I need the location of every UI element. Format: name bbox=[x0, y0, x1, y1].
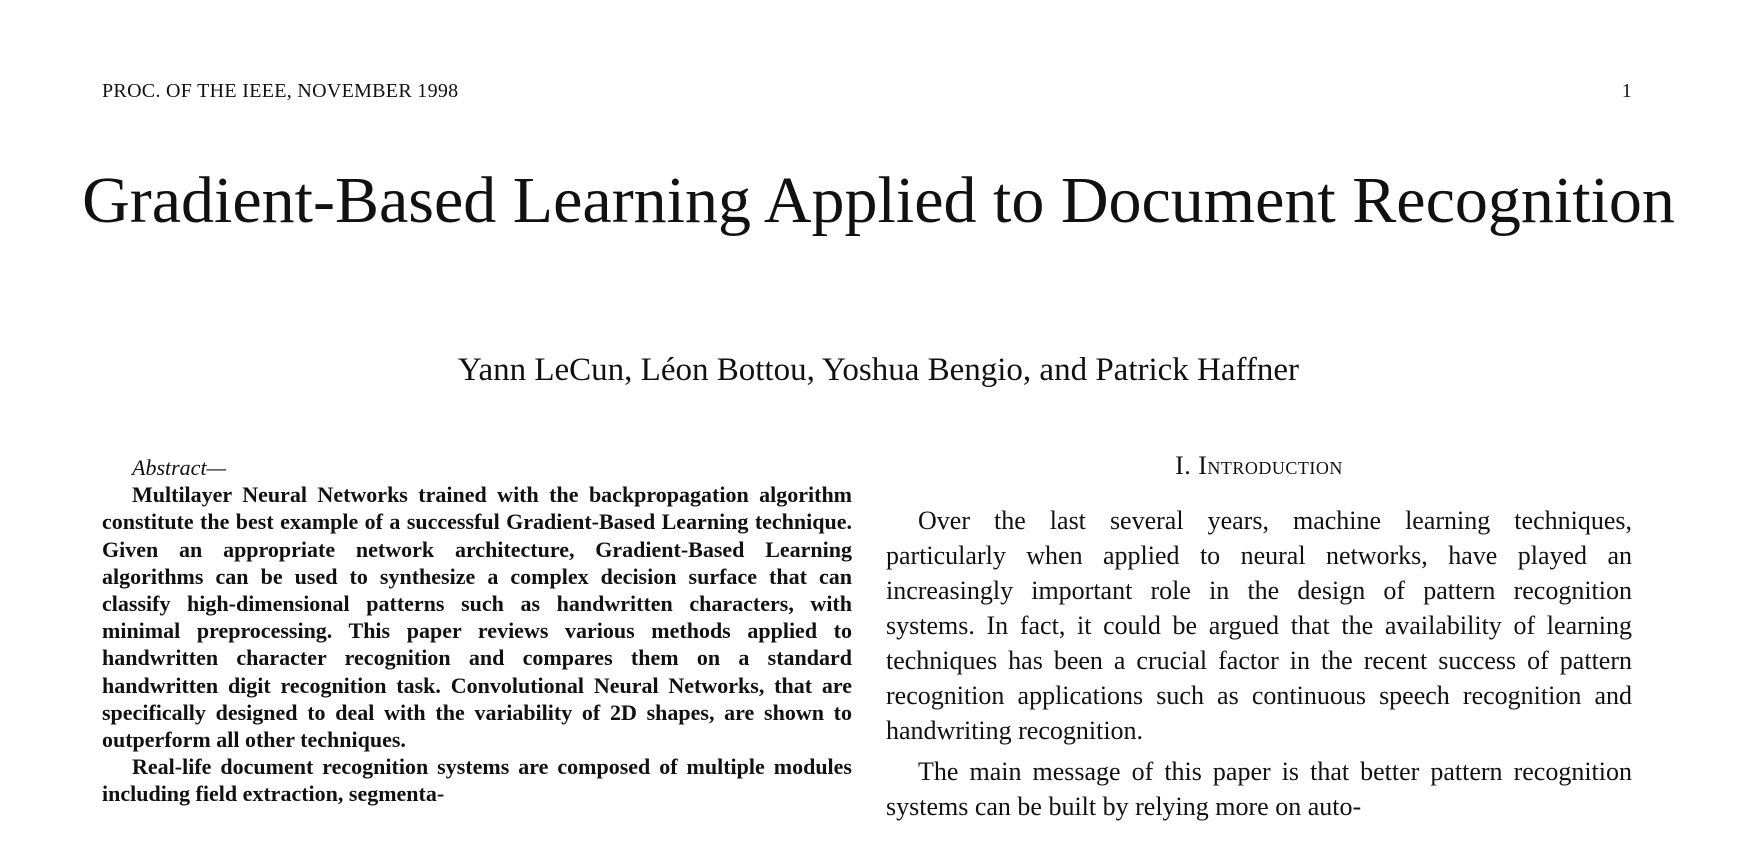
abstract-column bbox=[102, 454, 852, 808]
page-number: 1 bbox=[1621, 80, 1632, 102]
author-list: Yann LeCun, Léon Bottou, Yoshua Bengio, and Patrick Haffner bbox=[457, 352, 1300, 388]
section-title: Introduction bbox=[1198, 451, 1343, 480]
abstract-label: Abstract— bbox=[132, 455, 227, 480]
abstract-paragraph: Real-life document recognition systems are composed of multiple modules including field extraction, segmenta- bbox=[102, 754, 852, 807]
running-header bbox=[102, 80, 1632, 103]
abstract-paragraph: Multilayer Neural Networks trained with the backpropagation algorithm constitute the best example of a successful Gradient-Based Learning technique. Given an appropriate network architecture, Gradient-Based Learning algorithms can be used to synthesize a complex decision surface that can classify high-dimensional patterns such as handwritten characters, with minimal preprocessing. This paper reviews various methods applied to handwritten character recognition and compares them on a standard handwritten digit recognition task. Convolutional Neural Networks, that are specifically designed to deal with the variability of 2D shapes, are shown to outperform all other techniques. bbox=[102, 482, 852, 753]
introduction-column bbox=[886, 448, 1632, 830]
body-paragraph: Over the last several years, machine learning techniques, particularly when applied to neural networks, have played an increasingly important role in the design of pattern recognition systems. In fact, it could be argued that the availability of learning techniques has been a crucial factor in the recent success of pattern recognition applications such as continuous speech recognition and handwriting recognition. bbox=[886, 506, 1632, 745]
section-number: I. bbox=[1175, 451, 1192, 480]
body-paragraph: The main message of this paper is that better pattern recognition systems can be built by relying more on auto- bbox=[886, 757, 1632, 821]
section-heading bbox=[886, 448, 1632, 483]
paper-title: Gradient-Based Learning Applied to Document Recognition bbox=[82, 164, 1675, 237]
journal-info: PROC. OF THE IEEE, NOVEMBER 1998 bbox=[102, 80, 459, 102]
